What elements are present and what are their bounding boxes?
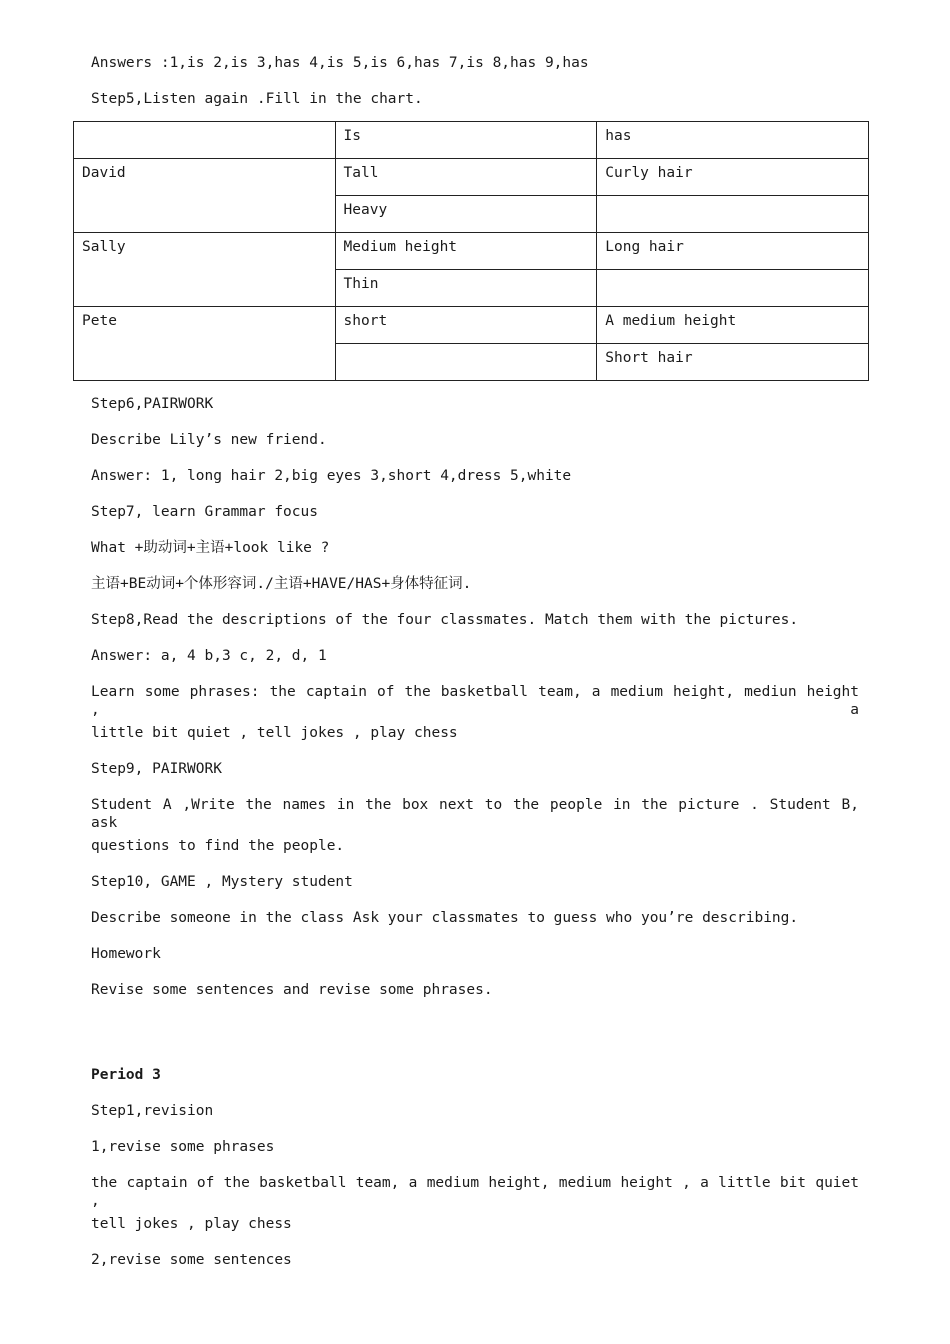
chart-cell: Heavy	[335, 196, 597, 233]
step7-line: Step7, learn Grammar focus	[91, 504, 318, 520]
period3-phrases-2: tell jokes , play chess	[91, 1216, 292, 1232]
chart-header-empty	[74, 122, 336, 159]
table-row	[74, 159, 869, 196]
period3-phrases-1: the captain of the basketball team, a medium height, medium height , a little bit quiet ,	[91, 1175, 859, 1209]
chart-cell: Curly hair	[597, 159, 869, 196]
chart-cell: Tall	[335, 159, 597, 196]
chart-cell: Medium height	[335, 233, 597, 270]
phrases-line-1: Learn some phrases: the captain of the basketball team, a medium height, mediun height , a	[91, 684, 859, 718]
chart-header-has: has	[597, 122, 869, 159]
period3-step1: Step1,revision	[91, 1103, 214, 1119]
describe-line: Describe Lily’s new friend.	[91, 432, 327, 448]
homework-heading: Homework	[91, 946, 161, 962]
chart-header-row	[74, 122, 869, 159]
step9-line: Step9, PAIRWORK	[91, 761, 222, 777]
answers-line: Answers :1,is 2,is 3,has 4,is 5,is 6,has 7,is 8,has 9,has	[91, 55, 589, 71]
chart-cell	[597, 270, 869, 307]
step6-line: Step6,PAIRWORK	[91, 396, 214, 412]
chart-cell: Short hair	[597, 344, 869, 381]
step8-line: Step8,Read the descriptions of the four classmates. Match them with the pictures.	[91, 612, 799, 628]
table-row	[74, 233, 869, 270]
grammar-rule-line: 主语+BE动词+个体形容词./主语+HAVE/HAS+身体特征词.	[91, 576, 472, 592]
describe2-line: Describe someone in the class Ask your classmates to guess who you’re describing.	[91, 910, 799, 926]
listen-chart	[73, 121, 869, 381]
chart-cell: A medium height	[597, 307, 869, 344]
chart-name-sally: Sally	[74, 233, 336, 307]
answer2-line: Answer: a, 4 b,3 c, 2, d, 1	[91, 648, 327, 664]
period3-item2: 2,revise some sentences	[91, 1252, 292, 1268]
phrases-line-2: little bit quiet , tell jokes , play chess	[91, 725, 458, 741]
student-b-line: questions to find the people.	[91, 838, 345, 854]
period3-title: Period 3	[91, 1067, 161, 1083]
chart-cell: short	[335, 307, 597, 344]
chart-name-david: David	[74, 159, 336, 233]
chart-cell	[597, 196, 869, 233]
chart-cell: Long hair	[597, 233, 869, 270]
chart-name-pete: Pete	[74, 307, 336, 381]
chart-cell	[335, 344, 597, 381]
step10-line: Step10, GAME , Mystery student	[91, 874, 353, 890]
table-row	[74, 307, 869, 344]
period3-item1: 1,revise some phrases	[91, 1139, 275, 1155]
grammar-question-line: What +助动词+主语+look like ?	[91, 540, 330, 556]
revise-line: Revise some sentences and revise some phrases.	[91, 982, 493, 998]
answer1-line: Answer: 1, long hair 2,big eyes 3,short 4,dress 5,white	[91, 468, 572, 484]
step5-line: Step5,Listen again .Fill in the chart.	[91, 91, 423, 107]
chart-cell: Thin	[335, 270, 597, 307]
chart-header-is: Is	[335, 122, 597, 159]
student-a-line: Student A ,Write the names in the box next to the people in the picture . Student B, ask	[91, 797, 859, 831]
